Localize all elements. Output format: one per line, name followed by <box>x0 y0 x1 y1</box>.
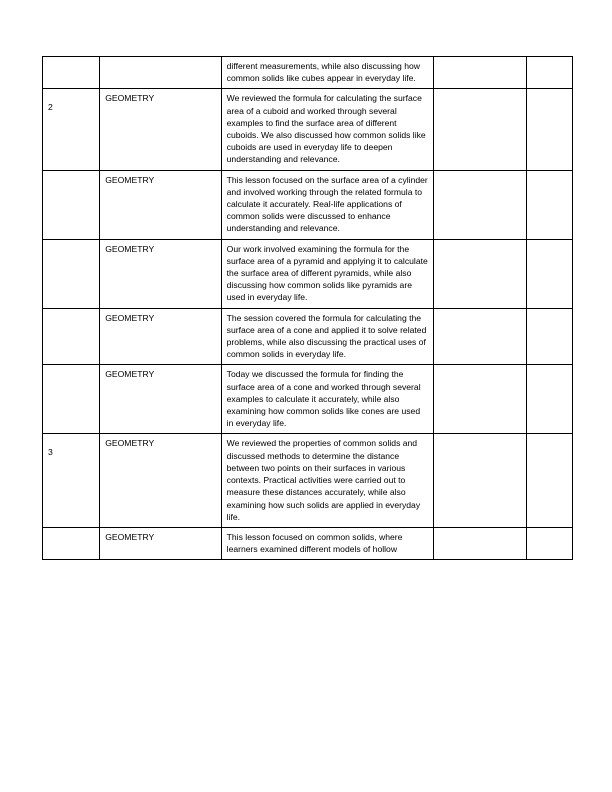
empty-cell <box>526 239 572 308</box>
empty-cell <box>526 57 572 89</box>
week-cell <box>43 308 100 365</box>
table-row <box>43 434 573 527</box>
empty-cell <box>434 308 526 365</box>
description-cell: different measurements, while also discussing how common solids like cubes appear in everyday life. <box>221 57 434 89</box>
week-cell <box>43 57 100 89</box>
week-cell <box>43 239 100 308</box>
table-row <box>43 57 573 89</box>
week-cell <box>43 365 100 434</box>
empty-cell <box>526 434 572 527</box>
description-cell: This lesson focused on the surface area of a cylinder and involved working through the related formula to calculate it accurately. Real-life applications of common solids were discussed to enhance understanding and relevance. <box>221 170 434 239</box>
lesson-log-table <box>42 56 573 560</box>
subject-cell: GEOMETRY <box>100 170 221 239</box>
empty-cell <box>434 239 526 308</box>
week-cell: 2 <box>43 89 100 170</box>
empty-cell <box>434 89 526 170</box>
subject-cell: GEOMETRY <box>100 527 221 559</box>
empty-cell <box>526 308 572 365</box>
empty-cell <box>526 170 572 239</box>
table-row <box>43 527 573 559</box>
empty-cell <box>526 89 572 170</box>
empty-cell <box>526 527 572 559</box>
subject-cell: GEOMETRY <box>100 434 221 527</box>
table-row <box>43 308 573 365</box>
week-cell <box>43 170 100 239</box>
subject-cell: GEOMETRY <box>100 365 221 434</box>
week-cell <box>43 527 100 559</box>
empty-cell <box>434 365 526 434</box>
description-cell: We reviewed the properties of common solids and discussed methods to determine the distance between two points on their surfaces in various contexts. Practical activities were carried out to measure these distances accurately, while also examining how such solids are applied in everyday life. <box>221 434 434 527</box>
subject-cell: GEOMETRY <box>100 308 221 365</box>
table-row <box>43 239 573 308</box>
table-row <box>43 170 573 239</box>
table-row <box>43 365 573 434</box>
subject-cell: GEOMETRY <box>100 239 221 308</box>
table-row <box>43 89 573 170</box>
empty-cell <box>434 434 526 527</box>
description-cell: This lesson focused on common solids, where learners examined different models of hollow <box>221 527 434 559</box>
subject-cell <box>100 57 221 89</box>
description-cell: Our work involved examining the formula for the surface area of a pyramid and applying it to calculate the surface area of different pyramids, while also discussing how common solids like pyramids are used in everyday life. <box>221 239 434 308</box>
subject-cell: GEOMETRY <box>100 89 221 170</box>
empty-cell <box>434 170 526 239</box>
empty-cell <box>434 57 526 89</box>
empty-cell <box>434 527 526 559</box>
description-cell: We reviewed the formula for calculating the surface area of a cuboid and worked through several examples to find the surface area of different cuboids. We also discussed how common solids like cuboids are used in everyday life to deepen understanding and relevance. <box>221 89 434 170</box>
week-cell: 3 <box>43 434 100 527</box>
description-cell: The session covered the formula for calculating the surface area of a cone and applied it to solve related problems, while also discussing the practical uses of common solids in everyday life. <box>221 308 434 365</box>
description-cell: Today we discussed the formula for finding the surface area of a cone and worked through several examples to calculate it accurately, while also examining how common solids like cones are used in everyday life. <box>221 365 434 434</box>
empty-cell <box>526 365 572 434</box>
